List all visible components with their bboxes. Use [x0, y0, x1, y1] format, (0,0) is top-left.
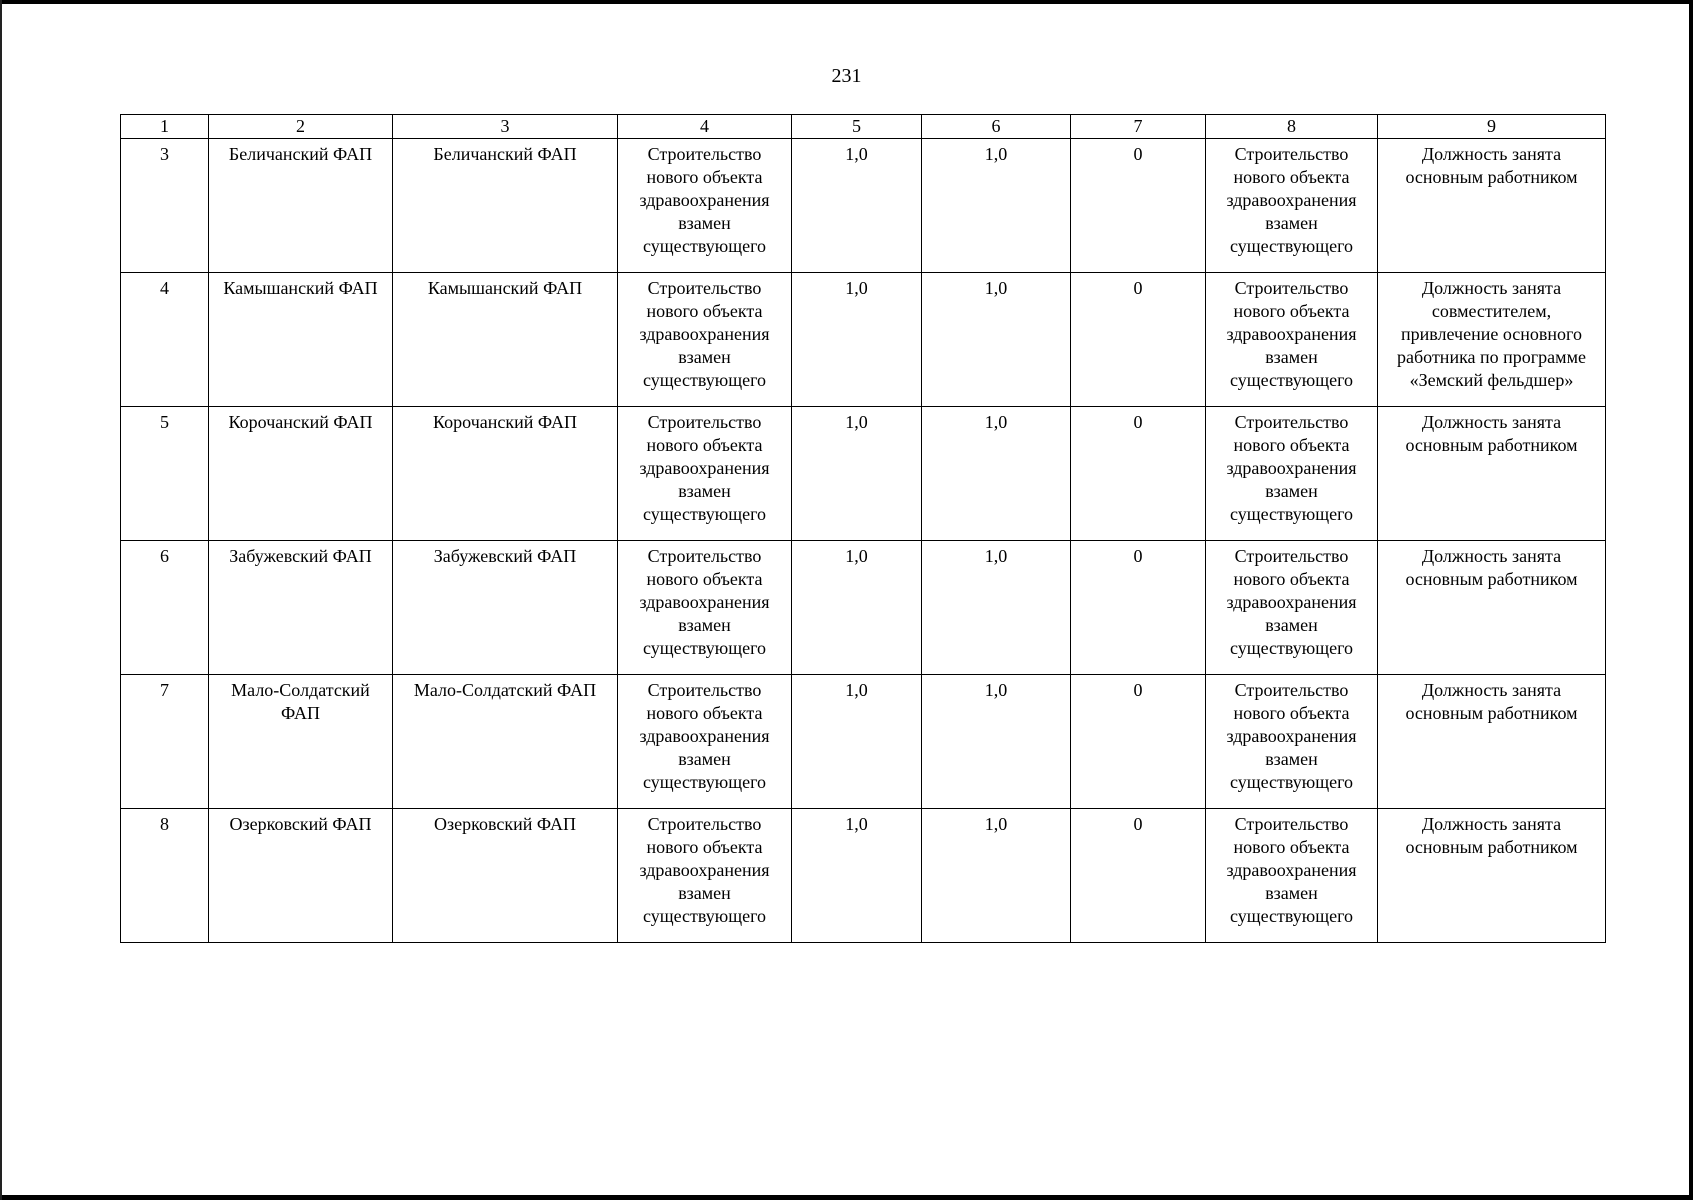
value-cell-7: 0	[1071, 541, 1206, 675]
value-cell-7: 0	[1071, 675, 1206, 809]
status-cell: Должность занята основным работником	[1378, 139, 1606, 273]
facility-name-cell-2: Мало-Солдатский ФАП	[393, 675, 618, 809]
value-cell-7: 0	[1071, 407, 1206, 541]
value-cell-7: 0	[1071, 139, 1206, 273]
scan-border-left	[0, 0, 2, 1200]
value-cell-5: 1,0	[792, 407, 922, 541]
data-table	[120, 114, 1606, 943]
facility-name-cell-2: Беличанский ФАП	[393, 139, 618, 273]
value-cell-6: 1,0	[922, 273, 1071, 407]
value-cell-5: 1,0	[792, 139, 922, 273]
table-row	[121, 407, 1606, 541]
row-number-cell: 5	[121, 407, 209, 541]
facility-name-cell-2: Камышанский ФАП	[393, 273, 618, 407]
table-header	[121, 115, 1606, 139]
action-cell: Строительство нового объекта здравоохранения взамен существующего	[618, 273, 792, 407]
action-cell: Строительство нового объекта здравоохранения взамен существующего	[618, 541, 792, 675]
action-cell-2: Строительство нового объекта здравоохранения взамен существующего	[1206, 139, 1378, 273]
value-cell-7: 0	[1071, 809, 1206, 943]
row-number-cell: 8	[121, 809, 209, 943]
facility-name-cell: Забужевский ФАП	[209, 541, 393, 675]
action-cell-2: Строительство нового объекта здравоохранения взамен существующего	[1206, 541, 1378, 675]
action-cell: Строительство нового объекта здравоохранения взамен существующего	[618, 809, 792, 943]
row-number-cell: 4	[121, 273, 209, 407]
header-cell: 5	[792, 115, 922, 139]
action-cell-2: Строительство нового объекта здравоохранения взамен существующего	[1206, 675, 1378, 809]
table-row	[121, 675, 1606, 809]
facility-name-cell: Корочанский ФАП	[209, 407, 393, 541]
facility-name-cell: Мало-Солдатский ФАП	[209, 675, 393, 809]
table-row	[121, 541, 1606, 675]
action-cell: Строительство нового объекта здравоохранения взамен существующего	[618, 407, 792, 541]
status-cell: Должность занята совместителем, привлечение основного работника по программе «Земский фельдшер»	[1378, 273, 1606, 407]
header-cell: 4	[618, 115, 792, 139]
value-cell-6: 1,0	[922, 139, 1071, 273]
header-cell: 7	[1071, 115, 1206, 139]
header-cell: 9	[1378, 115, 1606, 139]
header-cell: 1	[121, 115, 209, 139]
value-cell-6: 1,0	[922, 407, 1071, 541]
status-cell: Должность занята основным работником	[1378, 675, 1606, 809]
facility-name-cell: Беличанский ФАП	[209, 139, 393, 273]
facility-name-cell-2: Озерковский ФАП	[393, 809, 618, 943]
header-cell: 8	[1206, 115, 1378, 139]
value-cell-5: 1,0	[792, 273, 922, 407]
header-cell: 6	[922, 115, 1071, 139]
table-row	[121, 809, 1606, 943]
status-cell: Должность занята основным работником	[1378, 541, 1606, 675]
facility-name-cell: Озерковский ФАП	[209, 809, 393, 943]
row-number-cell: 6	[121, 541, 209, 675]
value-cell-7: 0	[1071, 273, 1206, 407]
table-row	[121, 273, 1606, 407]
table-body	[121, 139, 1606, 943]
header-cell: 2	[209, 115, 393, 139]
page-number: 231	[831, 65, 862, 87]
scan-border-bottom	[0, 1195, 1693, 1200]
action-cell-2: Строительство нового объекта здравоохранения взамен существующего	[1206, 407, 1378, 541]
facility-name-cell: Камышанский ФАП	[209, 273, 393, 407]
header-row	[121, 115, 1606, 139]
value-cell-6: 1,0	[922, 541, 1071, 675]
action-cell-2: Строительство нового объекта здравоохранения взамен существующего	[1206, 809, 1378, 943]
status-cell: Должность занята основным работником	[1378, 407, 1606, 541]
scan-border-right	[1689, 0, 1693, 1200]
header-cell: 3	[393, 115, 618, 139]
value-cell-6: 1,0	[922, 675, 1071, 809]
facility-name-cell-2: Забужевский ФАП	[393, 541, 618, 675]
action-cell-2: Строительство нового объекта здравоохранения взамен существующего	[1206, 273, 1378, 407]
scan-border-top	[0, 0, 1693, 4]
action-cell: Строительство нового объекта здравоохранения взамен существующего	[618, 675, 792, 809]
action-cell: Строительство нового объекта здравоохранения взамен существующего	[618, 139, 792, 273]
value-cell-6: 1,0	[922, 809, 1071, 943]
table-row	[121, 139, 1606, 273]
row-number-cell: 7	[121, 675, 209, 809]
status-cell: Должность занята основным работником	[1378, 809, 1606, 943]
value-cell-5: 1,0	[792, 675, 922, 809]
value-cell-5: 1,0	[792, 541, 922, 675]
value-cell-5: 1,0	[792, 809, 922, 943]
row-number-cell: 3	[121, 139, 209, 273]
facility-name-cell-2: Корочанский ФАП	[393, 407, 618, 541]
